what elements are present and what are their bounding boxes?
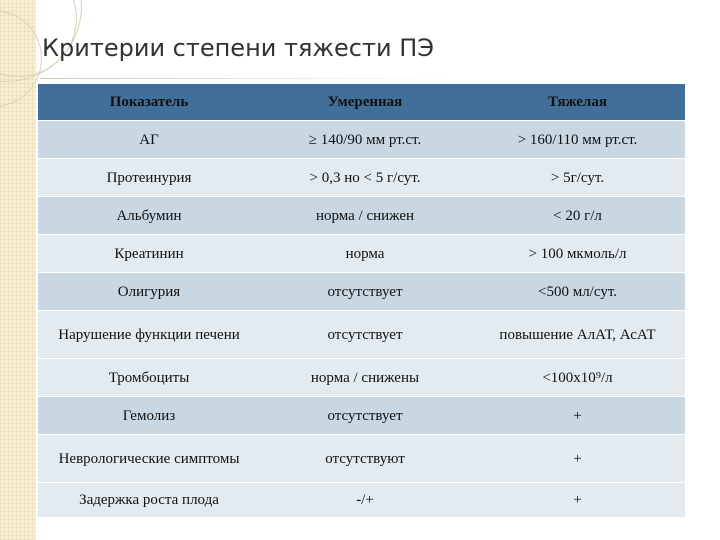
table-cell: Олигурия [38, 273, 260, 311]
table-cell: + [470, 397, 685, 435]
table-row [38, 311, 685, 359]
slide-title: Критерии степени тяжести ПЭ [42, 34, 435, 62]
table-cell: Альбумин [38, 197, 260, 235]
table-row [38, 235, 685, 273]
table-header-row [38, 84, 685, 121]
table-cell: Тромбоциты [38, 359, 260, 397]
table-cell: повышение АлАТ, АсАТ [470, 311, 685, 359]
table-row [38, 197, 685, 235]
table-cell: + [470, 483, 685, 517]
column-header: Тяжелая [470, 84, 685, 121]
table-cell: отсутствует [260, 311, 470, 359]
table-cell: норма [260, 235, 470, 273]
table-cell: > 100 мкмоль/л [470, 235, 685, 273]
table-row [38, 397, 685, 435]
column-header: Показатель [38, 84, 260, 121]
table-cell: <500 мл/сут. [470, 273, 685, 311]
table-cell: Гемолиз [38, 397, 260, 435]
table-row [38, 359, 685, 397]
table-cell: Протеинурия [38, 159, 260, 197]
table-cell: АГ [38, 121, 260, 159]
table-cell: > 5г/сут. [470, 159, 685, 197]
table-cell: Креатинин [38, 235, 260, 273]
table-cell: Нарушение функции печени [38, 311, 260, 359]
table-row [38, 483, 685, 517]
table-cell: > 160/110 мм рт.ст. [470, 121, 685, 159]
table-row [38, 121, 685, 159]
title-divider [40, 78, 460, 79]
severity-criteria-table [38, 84, 685, 517]
column-header: Умеренная [260, 84, 470, 121]
table-row [38, 273, 685, 311]
table-row [38, 435, 685, 483]
table-cell: отсутствует [260, 273, 470, 311]
table-cell: норма / снижен [260, 197, 470, 235]
table-cell: -/+ [260, 483, 470, 517]
table-cell: Задержка роста плода [38, 483, 260, 517]
table-cell: Неврологические симптомы [38, 435, 260, 483]
table-cell: <100х10⁹/л [470, 359, 685, 397]
table-row [38, 159, 685, 197]
table-cell: > 0,3 но < 5 г/сут. [260, 159, 470, 197]
table-cell: ≥ 140/90 мм рт.ст. [260, 121, 470, 159]
table-cell: < 20 г/л [470, 197, 685, 235]
table-cell: отсутствуют [260, 435, 470, 483]
table-cell: + [470, 435, 685, 483]
table-cell: отсутствует [260, 397, 470, 435]
table-cell: норма / снижены [260, 359, 470, 397]
